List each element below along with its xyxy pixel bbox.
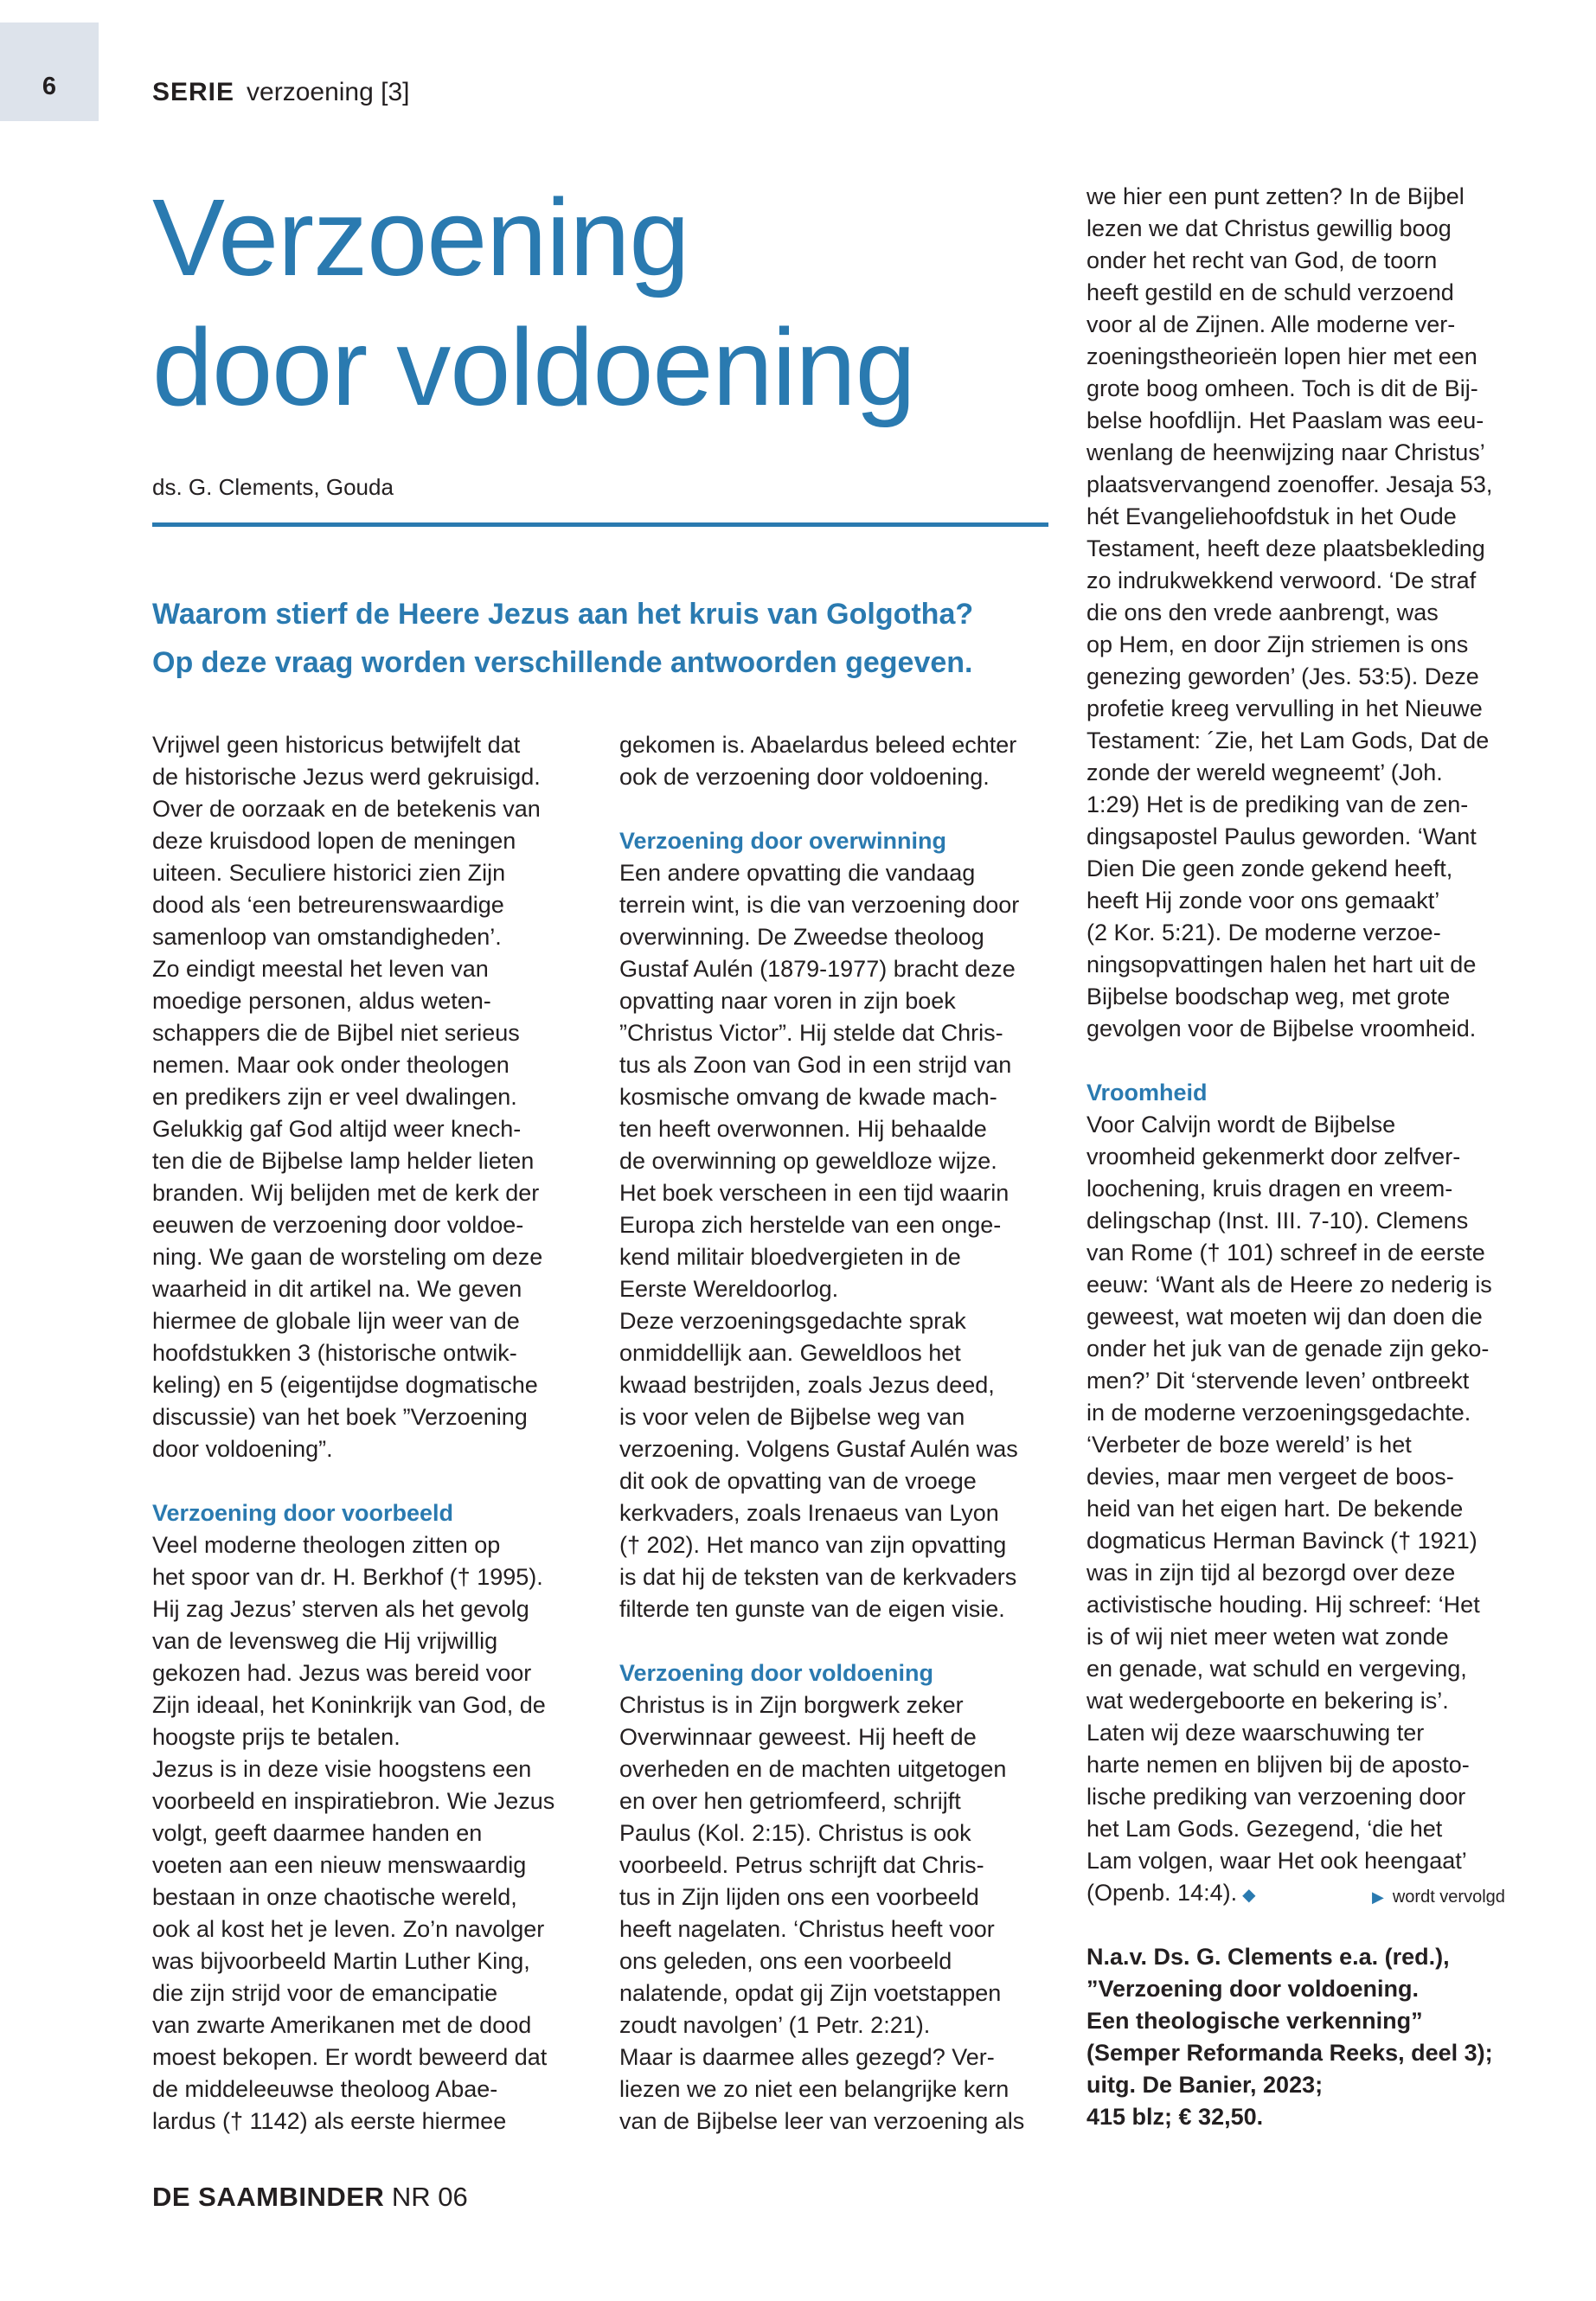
text-line: zo indrukwekkend verwoord. ‘De straf <box>1086 567 1477 593</box>
text-line: voorbeeld. Petrus schrijft dat Chris- <box>619 1852 984 1878</box>
text-line: heeft nagelaten. ‘Christus heeft voor <box>619 1916 995 1942</box>
text-line: ‘Verbeter de boze wereld’ is het <box>1086 1432 1412 1458</box>
text-line: Deze verzoeningsgedachte sprak <box>619 1308 966 1334</box>
text-line: gekozen had. Jezus was bereid voor <box>152 1660 532 1686</box>
text-line: ook al kost het je leven. Zo’n navolger <box>152 1916 545 1942</box>
text-line: en predikers zijn er veel dwalingen. <box>152 1084 517 1110</box>
text-line: ”Christus Victor”. Hij stelde dat Chris- <box>619 1020 1003 1046</box>
text-line: Maar is daarmee alles gezegd? Ver- <box>619 2044 995 2070</box>
text-line: uiteen. Seculiere historici zien Zijn <box>152 860 506 886</box>
text-line: waarheid in dit artikel na. We geven <box>152 1276 522 1302</box>
text-line: lardus († 1142) als eerste hiermee <box>152 2108 507 2134</box>
lead-line: Op deze vraag worden verschillende antwoorden gegeven. <box>152 646 973 679</box>
text-line: ning. We gaan de worsteling om deze <box>152 1244 543 1270</box>
overwinning-paragraph <box>619 857 1052 1625</box>
text-line: was bijvoorbeeld Martin Luther King, <box>152 1948 530 1974</box>
text-line: Veel moderne theologen zitten op <box>152 1532 501 1558</box>
text-line: we hier een punt zetten? In de Bijbel <box>1086 183 1465 209</box>
text-line: (Semper Reformanda Reeks, deel 3); <box>1086 2040 1493 2066</box>
text-line: tus als Zoon van God in een strijd van <box>619 1052 1012 1078</box>
page-footer <box>152 2182 468 2213</box>
text-line: kosmische omvang de kwade mach- <box>619 1084 997 1110</box>
continued-text: wordt vervolgd <box>1392 1888 1505 1907</box>
text-line: Eerste Wereldoorlog. <box>619 1276 839 1302</box>
section-heading-voorbeeld: Verzoening door voorbeeld <box>152 1500 454 1526</box>
text-line: lische prediking van verzoening door <box>1086 1784 1466 1810</box>
text-line: gevolgen voor de Bijbelse vroomheid. <box>1086 1016 1477 1042</box>
text-line: van de levensweg die Hij vrijwillig <box>152 1628 498 1654</box>
text-line: Testament: ´Zie, het Lam Gods, Dat de <box>1086 727 1490 753</box>
text-line: samenloop van omstandigheden’. <box>152 924 502 950</box>
text-line: kend militair bloedvergieten in de <box>619 1244 961 1270</box>
text-line: terrein wint, is die van verzoening door <box>619 892 1020 918</box>
text-line: ten die de Bijbelse lamp helder lieten <box>152 1148 535 1174</box>
text-line: heeft Hij zonde voor ons gemaakt’ <box>1086 888 1440 913</box>
text-line: van de Bijbelse leer van verzoening als <box>619 2108 1025 2134</box>
article-lead <box>152 590 1069 687</box>
voorbeeld-paragraph <box>152 1529 576 2138</box>
text-line: plaatsvervangend zoenoffer. Jesaja 53, <box>1086 471 1493 497</box>
continued-paragraph <box>1086 181 1536 1045</box>
text-line: dit ook de opvatting van de vroege <box>619 1468 977 1494</box>
text-line: moest bekopen. Er wordt beweerd dat <box>152 2044 548 2070</box>
series-label: SERIE <box>152 78 235 106</box>
title-line: Verzoening <box>152 176 689 298</box>
text-line: nalatende, opdat gij Zijn voetstappen <box>619 1980 1002 2006</box>
text-line: eeuwen de verzoening door voldoe- <box>152 1212 524 1238</box>
text-line: eeuw: ‘Want als de Heere zo nederig is <box>1086 1272 1492 1298</box>
text-line: onmiddellijk aan. Geweldloos het <box>619 1340 961 1366</box>
text-line: voeten aan een nieuw menswaardig <box>152 1852 527 1878</box>
text-line: dingsapostel Paulus geworden. ‘Want <box>1086 824 1477 849</box>
text-line: Vrijwel geen historicus betwijfelt dat <box>152 732 521 758</box>
text-line: genezing geworden’ (Jes. 53:5). Deze <box>1086 663 1479 689</box>
text-line: uitg. De Banier, 2023; <box>1086 2072 1324 2098</box>
text-line: branden. Wij belijden met de kerk der <box>152 1180 540 1206</box>
text-line: door voldoening”. <box>152 1436 333 1462</box>
text-line: verzoening. Volgens Gustaf Aulén was <box>619 1436 1018 1462</box>
text-line: zoeningstheorieën lopen hier met een <box>1086 343 1477 369</box>
text-line: wat wedergeboorte en bekering is’. <box>1086 1688 1449 1714</box>
text-line: Over de oorzaak en de betekenis van <box>152 796 541 822</box>
text-line: van zwarte Amerikanen met de dood <box>152 2012 532 2038</box>
text-line: (2 Kor. 5:21). De moderne verzoe- <box>1086 920 1441 945</box>
section-heading-vroomheid: Vroomheid <box>1086 1080 1208 1106</box>
text-line: N.a.v. Ds. G. Clements e.a. (red.), <box>1086 1944 1450 1970</box>
text-line: vroomheid gekenmerkt door zelfver- <box>1086 1144 1461 1170</box>
text-line: heeft gestild en de schuld verzoend <box>1086 279 1454 305</box>
text-line: en genade, wat schuld en vergeving, <box>1086 1656 1467 1682</box>
vroomheid-paragraph <box>1086 1109 1536 1877</box>
text-line: delingschap (Inst. III. 7-10). Clemens <box>1086 1208 1469 1234</box>
text-line: bestaan in onze chaotische wereld, <box>152 1884 517 1910</box>
text-line: en over hen getriomfeerd, schrijft <box>619 1788 961 1814</box>
last-line-text: (Openb. 14:4). <box>1086 1880 1238 1906</box>
text-line: wenlang de heenwijzing naar Christus’ <box>1086 439 1485 465</box>
text-line: voorbeeld en inspiratiebron. Wie Jezus <box>152 1788 555 1814</box>
text-line: op Hem, en door Zijn striemen is ons <box>1086 631 1469 657</box>
text-line: is voor velen de Bijbelse weg van <box>619 1404 965 1430</box>
text-line: kwaad bestrijden, zoals Jezus deed, <box>619 1372 995 1398</box>
text-line: dogmaticus Herman Bavinck († 1921) <box>1086 1528 1477 1554</box>
text-line: overwinning. De Zweedse theoloog <box>619 924 984 950</box>
intro-paragraph <box>152 729 576 1465</box>
article-title <box>152 173 1043 433</box>
publication-name: DE SAAMBINDER <box>152 2182 385 2212</box>
text-line: deze kruisdood lopen de meningen <box>152 828 516 854</box>
text-line: devies, maar men vergeet de boos- <box>1086 1464 1454 1490</box>
section-heading-voldoening: Verzoening door voldoening <box>619 1660 934 1686</box>
text-line: hoogste prijs te betalen. <box>152 1724 401 1750</box>
text-line: belse hoofdlijn. Het Paaslam was eeu- <box>1086 407 1484 433</box>
column-1 <box>152 729 576 2138</box>
continued-note <box>1372 1888 1505 1907</box>
text-line: die ons den vrede aanbrengt, was <box>1086 599 1439 625</box>
text-line: ook de verzoening door voldoening. <box>619 764 990 790</box>
play-triangle-icon: ▶ <box>1372 1888 1384 1906</box>
text-line: hiermee de globale lijn weer van de <box>152 1308 520 1334</box>
section-heading-overwinning: Verzoening door overwinning <box>619 828 947 854</box>
text-line: Dien Die geen zonde gekend heeft, <box>1086 856 1453 881</box>
text-line: Zo eindigt meestal het leven van <box>152 956 489 982</box>
text-line: de historische Jezus werd gekruisigd. <box>152 764 541 790</box>
text-line: Lam volgen, waar Het ook heengaat’ <box>1086 1848 1467 1874</box>
text-line: hét Evangeliehoofdstuk in het Oude <box>1086 503 1457 529</box>
text-line: ten heeft overwonnen. Hij behaalde <box>619 1116 987 1142</box>
text-line: het spoor van dr. H. Berkhof († 1995). <box>152 1564 543 1590</box>
text-line: schappers die de Bijbel niet serieus <box>152 1020 520 1046</box>
title-divider <box>152 522 1048 527</box>
article-author: ds. G. Clements, Gouda <box>152 474 394 500</box>
text-line: Paulus (Kol. 2:15). Christus is ook <box>619 1820 971 1846</box>
text-line: zonde der wereld wegneemt’ (Joh. <box>1086 760 1443 785</box>
text-line: men?’ Dit ‘stervende leven’ ontbreekt <box>1086 1368 1470 1394</box>
text-line: lezen we dat Christus gewillig boog <box>1086 215 1452 241</box>
text-line: grote boog omheen. Toch is dit de Bij- <box>1086 375 1478 401</box>
text-line: Hij zag Jezus’ sterven als het gevolg <box>152 1596 529 1622</box>
text-line: Overwinnaar geweest. Hij heeft de <box>619 1724 977 1750</box>
text-line: kerkvaders, zoals Irenaeus van Lyon <box>619 1500 999 1526</box>
text-line: volgt, geeft daarmee handen en <box>152 1820 483 1846</box>
text-line: hoofdstukken 3 (historische ontwik- <box>152 1340 517 1366</box>
text-line: gekomen is. Abaelardus beleed echter <box>619 732 1017 758</box>
paragraph-gap <box>619 1625 1052 1657</box>
text-line: Voor Calvijn wordt de Bijbelse <box>1086 1112 1396 1138</box>
text-line: overheden en de machten uitgetogen <box>619 1756 1007 1782</box>
text-line: ”Verzoening door voldoening. <box>1086 1976 1420 2002</box>
text-line: loochening, kruis dragen en vreem- <box>1086 1176 1453 1202</box>
text-line: heid van het eigen hart. De bekende <box>1086 1496 1464 1522</box>
page-number-box <box>0 22 99 121</box>
paragraph-gap <box>1086 1909 1536 1941</box>
paragraph-gap <box>152 1465 576 1497</box>
book-reference <box>1086 1941 1536 2133</box>
text-line: geweest, wat moeten wij dan doen die <box>1086 1304 1483 1330</box>
text-line: zoudt navolgen’ (1 Petr. 2:21). <box>619 2012 931 2038</box>
text-line: Christus is in Zijn borgwerk zeker <box>619 1692 964 1718</box>
column-3 <box>1086 181 1536 2133</box>
text-line: filterde ten gunste van de eigen visie. <box>619 1596 1005 1622</box>
text-line: Jezus is in deze visie hoogstens een <box>152 1756 532 1782</box>
text-line: het Lam Gods. Gezegend, ‘die het <box>1086 1816 1443 1842</box>
text-line: onder het recht van God, de toorn <box>1086 247 1438 273</box>
text-line: Een andere opvatting die vandaag <box>619 860 976 886</box>
text-line: Het boek verscheen in een tijd waarin <box>619 1180 1010 1206</box>
text-line: discussie) van het boek ”Verzoening <box>152 1404 528 1430</box>
text-line: de overwinning op geweldloze wijze. <box>619 1148 997 1174</box>
text-line: Bijbelse boodschap weg, met grote <box>1086 984 1451 1009</box>
text-line: 415 blz; € 32,50. <box>1086 2104 1264 2130</box>
text-line: profetie kreeg vervulling in het Nieuwe <box>1086 695 1483 721</box>
text-line: Een theologische verkenning” <box>1086 2008 1423 2034</box>
continued-paragraph <box>619 729 1052 793</box>
text-line: Laten wij deze waarschuwing ter <box>1086 1720 1425 1746</box>
text-line: van Rome († 101) schreef in de eerste <box>1086 1240 1485 1266</box>
text-line: in de moderne verzoeningsgedachte. <box>1086 1400 1471 1426</box>
text-line: opvatting naar voren in zijn boek <box>619 988 956 1014</box>
paragraph-gap <box>619 793 1052 825</box>
text-line: de middeleeuwse theoloog Abae- <box>152 2076 498 2102</box>
text-line: Zijn ideaal, het Koninkrijk van God, de <box>152 1692 546 1718</box>
paragraph-gap <box>1086 1045 1536 1077</box>
text-line: 1:29) Het is de prediking van de zen- <box>1086 792 1469 817</box>
text-line: liezen we zo niet een belangrijke kern <box>619 2076 1010 2102</box>
text-line: dood als ‘een betreurenswaardige <box>152 892 504 918</box>
text-line: Gelukkig gaf God altijd weer knech- <box>152 1116 522 1142</box>
text-line: voor al de Zijnen. Alle moderne ver- <box>1086 311 1456 337</box>
series-header <box>152 78 409 107</box>
text-line: ons geleden, ons een voorbeeld <box>619 1948 952 1974</box>
title-line: door voldoening <box>152 306 915 428</box>
issue-number: NR 06 <box>391 2182 468 2212</box>
text-line: Gustaf Aulén (1879-1977) bracht deze <box>619 956 1016 982</box>
text-line: ningsopvattingen halen het hart uit de <box>1086 952 1477 977</box>
text-line: Europa zich herstelde van een onge- <box>619 1212 1002 1238</box>
text-line: moedige personen, aldus weten- <box>152 988 491 1014</box>
text-line: activistische houding. Hij schreef: ‘Het <box>1086 1592 1480 1618</box>
text-line: is dat hij de teksten van de kerkvaders <box>619 1564 1017 1590</box>
text-line: keling) en 5 (eigentijdse dogmatische <box>152 1372 538 1398</box>
text-line: nemen. Maar ook onder theologen <box>152 1052 510 1078</box>
text-line: was in zijn tijd al bezorgd over deze <box>1086 1560 1456 1586</box>
page-number: 6 <box>42 73 57 100</box>
text-line: is of wij niet meer weten wat zonde <box>1086 1624 1449 1650</box>
voldoening-paragraph <box>619 1689 1052 2138</box>
column-2 <box>619 729 1052 2138</box>
text-line: tus in Zijn lijden ons een voorbeeld <box>619 1884 979 1910</box>
end-diamond-icon: ◆ <box>1242 1886 1256 1905</box>
series-topic: verzoening [3] <box>247 78 410 106</box>
text-line: harte nemen en blijven bij de aposto- <box>1086 1752 1470 1778</box>
text-line: († 202). Het manco van zijn opvatting <box>619 1532 1007 1558</box>
text-line: die zijn strijd voor de emancipatie <box>152 1980 498 2006</box>
lead-line: Waarom stierf de Heere Jezus aan het kruis van Golgotha? <box>152 598 974 631</box>
text-line: onder het juk van de genade zijn geko- <box>1086 1336 1490 1362</box>
text-line: Testament, heeft deze plaatsbekleding <box>1086 535 1485 561</box>
